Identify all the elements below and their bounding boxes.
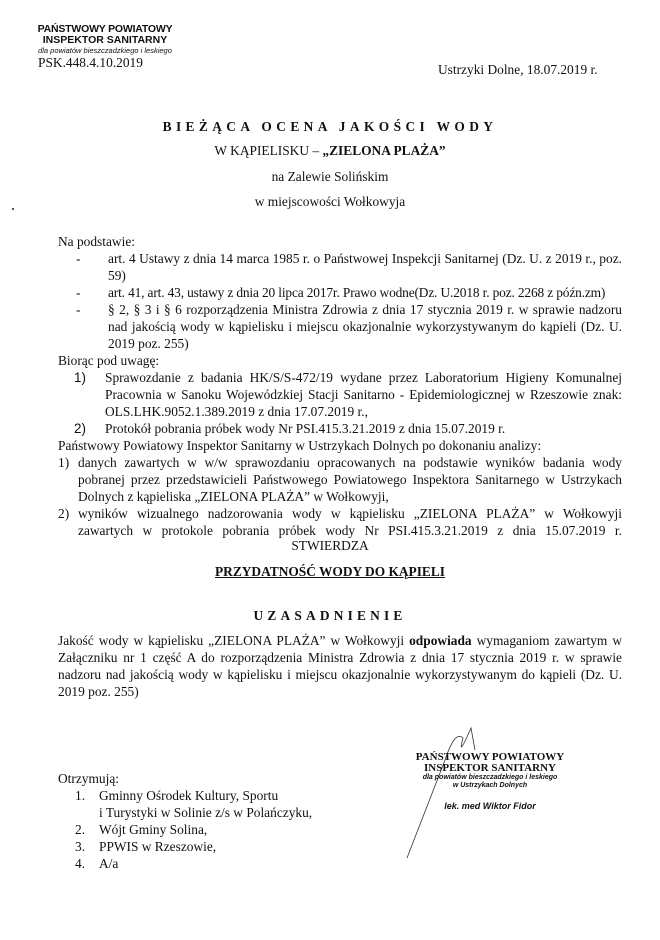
recipient-marker: 1. bbox=[75, 788, 86, 803]
recipient-item bbox=[58, 787, 378, 821]
recipient-marker: 2. bbox=[75, 822, 86, 837]
list-marker: - bbox=[76, 251, 81, 266]
analysis-heading: Państwowy Powiatowy Inspektor Sanitarny w Ustrzykach Dolnych po dokonaniu analizy: bbox=[58, 438, 542, 453]
list-marker: - bbox=[76, 302, 81, 317]
recipient-item bbox=[58, 821, 378, 838]
justification-text-end: wymaganiom zawartym w Załączniku nr 1 część A do rozporządzenia Ministra Zdrowia z dnia 17 stycznia 2019 r. w sprawie nadzoru nad jakością wody w kąpielisku i miejscu okazjonalnie wykorzystywanym do kąpieli (Dz. U. 2019 poz. 255) bbox=[58, 633, 622, 699]
list-item bbox=[58, 454, 622, 505]
recipient-text: Wójt Gminy Solina, bbox=[99, 822, 208, 837]
scan-speck bbox=[12, 208, 14, 210]
list-item bbox=[58, 369, 622, 420]
legal-basis-heading: Na podstawie: bbox=[58, 234, 135, 249]
stamp-line-2: INSPEKTOR SANITARNY bbox=[42, 34, 168, 46]
list-item bbox=[58, 250, 622, 284]
subtitle-prefix: W KĄPIELISKU – bbox=[214, 143, 323, 158]
recipient-item bbox=[58, 838, 378, 855]
considering-heading: Biorąc pod uwagę: bbox=[58, 353, 160, 368]
signature-line-3: dla powiatów bieszczadzkiego i leskiego bbox=[422, 774, 558, 781]
list-marker: 2) bbox=[74, 421, 86, 436]
justification-verdict: odpowiada bbox=[409, 633, 472, 648]
recipient-marker: 4. bbox=[75, 856, 86, 871]
justification-heading: UZASADNIENIE bbox=[253, 608, 407, 623]
list-item bbox=[58, 505, 622, 539]
list-marker: 2) bbox=[58, 506, 70, 521]
signatory-name: lek. med Wiktor Fidor bbox=[444, 801, 536, 811]
stamp-line-1: PAŃSTWOWY POWIATOWY bbox=[37, 23, 173, 35]
legal-basis-section bbox=[58, 233, 622, 539]
list-item-text: Protokół pobrania próbek wody Nr PSI.415.3.21.2019 z dnia 15.07.2019 r. bbox=[105, 421, 506, 436]
recipient-text: Gminny Ośrodek Kultury, Sportu bbox=[99, 788, 279, 803]
recipient-item bbox=[58, 855, 378, 872]
document-subtitle bbox=[0, 142, 660, 159]
decision-result: PRZYDATNOŚĆ WODY DO KĄPIELI bbox=[214, 564, 446, 579]
recipient-text: A/a bbox=[99, 856, 119, 871]
list-marker: - bbox=[76, 285, 81, 300]
recipients-section bbox=[58, 770, 378, 872]
issuer-stamp bbox=[30, 24, 180, 55]
signature-line-1: PAŃSTWOWY POWIATOWY bbox=[415, 751, 565, 763]
stamp-line-3: dla powiatów bieszczadzkiego i leskiego bbox=[38, 46, 172, 55]
decision-verb: STWIERDZA bbox=[291, 538, 369, 553]
list-marker: 1) bbox=[74, 370, 86, 385]
recipient-text-continued: i Turystyki w Solinie z/s w Polańczyku, bbox=[99, 805, 313, 820]
justification-text-start: Jakość wody w kąpielisku „ZIELONA PLAŻA” w Wołkowyji bbox=[58, 633, 410, 648]
signature-line-4: w Ustrzykach Dolnych bbox=[452, 782, 528, 789]
document-title: BIEŻĄCA OCENA JAKOŚCI WODY bbox=[162, 119, 498, 134]
locality-line: w miejscowości Wołkowyja bbox=[254, 194, 406, 209]
list-item bbox=[58, 420, 622, 437]
list-item-text: danych zawartych w w/w sprawozdaniu opracowanych na podstawie wyników badania wody pobranej przez przedstawicieli Państwowego Powiatowego Inspektora Sanitarnego w Ustrzykach Dolnych z kąpieliska „ZIELONA PLAŻA” w Wołkowyji, bbox=[78, 455, 622, 504]
recipient-text: PPWIS w Rzeszowie, bbox=[99, 839, 217, 854]
list-item-text: wyników wizualnego nadzorowania wody w kąpielisku „ZIELONA PLAŻA” w Wołkowyji zawartych w protokole pobrania próbek wody Nr PSI.415.3.21.2019 z dnia 15.07.2019 r. bbox=[78, 506, 622, 538]
signature-line-2: INSPEKTOR SANITARNY bbox=[424, 762, 556, 774]
list-item-text: § 2, § 3 i § 6 rozporządzenia Ministra Zdrowia z dnia 17 stycznia 2019 r. w sprawie nadzoru nad jakością wody w kąpielisku i miejscu okazjonalnie wykorzystywanym do kąpieli (Dz. U. 2019 poz. 255) bbox=[108, 302, 622, 351]
reference-number: PSK.448.4.10.2019 bbox=[38, 55, 143, 70]
list-marker: 1) bbox=[58, 455, 70, 470]
bathing-site-name: „ZIELONA PLAŻA” bbox=[322, 143, 446, 158]
list-item bbox=[58, 301, 622, 352]
list-item-text: Sprawozdanie z badania HK/S/S-472/19 wydane przez Laboratorium Higieny Komunalnej Pracownia w Sanoku Wojewódzkiej Stacji Sanitarno - Epidemiologicznej w Rzeszowie znak: OLS.LHK.9052.1.389.2019 z dnia 17.07.2019 r., bbox=[105, 370, 622, 419]
location-line: na Zalewie Solińskim bbox=[271, 169, 389, 184]
list-item-text: art. 4 Ustawy z dnia 14 marca 1985 r. o Państwowej Inspekcji Sanitarnej (Dz. U. z 2019 r., poz. 59) bbox=[108, 251, 622, 283]
place-and-date: Ustrzyki Dolne, 18.07.2019 r. bbox=[438, 62, 598, 77]
recipients-heading: Otrzymują: bbox=[58, 771, 119, 786]
justification-text bbox=[58, 632, 622, 700]
list-item-text: art. 41, art. 43, ustawy z dnia 20 lipca 2017r. Prawo wodne(Dz. U.2018 r. poz. 2268 z późn.zm) bbox=[108, 285, 606, 300]
signature-stamp bbox=[405, 752, 575, 815]
recipient-marker: 3. bbox=[75, 839, 86, 854]
list-item bbox=[58, 284, 622, 301]
